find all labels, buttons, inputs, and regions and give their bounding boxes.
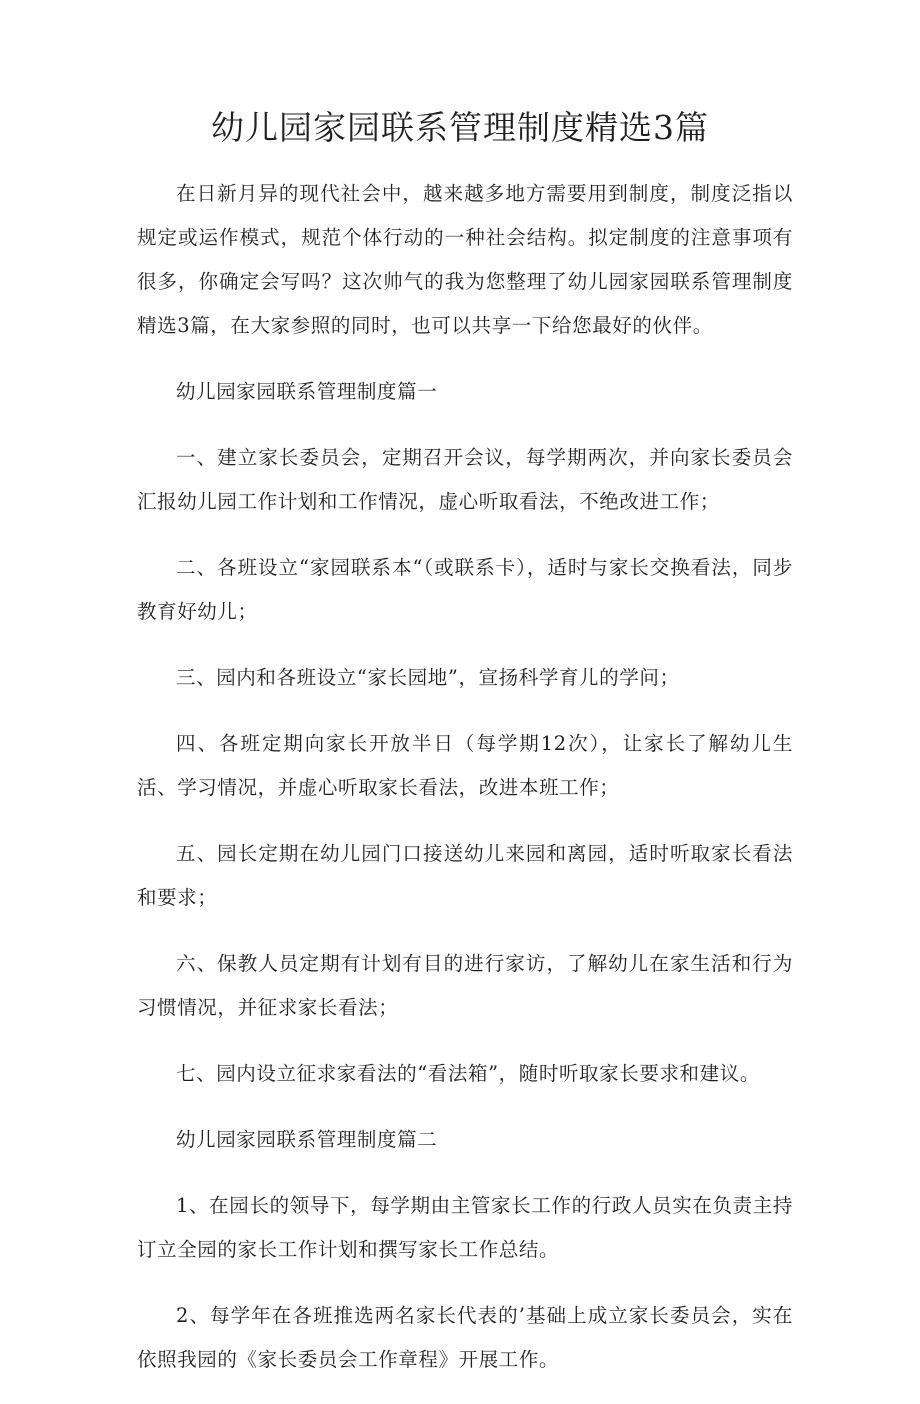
rule-paragraph: 2、每学年在各班推选两名家长代表的’基础上成立家长委员会，实在依照我园的《家长委员会工作章程》开展工作。: [137, 1304, 793, 1371]
rule-paragraph: 五、园长定期在幼儿园门口接送幼儿来园和离园，适时听取家长看法和要求；: [137, 842, 793, 909]
rule-paragraph: 三、园内和各班设立“家长园地”，宣扬科学育儿的学问；: [176, 666, 680, 689]
rule-paragraph: 一、建立家长委员会，定期召开会议，每学期两次，并向家长委员会汇报幼儿园工作计划和工作情况，虚心听取看法，不绝改进工作；: [137, 446, 793, 513]
document-title: 幼儿园家园联系管理制度精选3篇: [211, 108, 709, 147]
rule-paragraph: 七、园内设立征求家看法的“看法箱”，随时听取家长要求和建议。: [176, 1062, 760, 1085]
document-body: [137, 172, 793, 1404]
rule-paragraph: 六、保教人员定期有计划有目的进行家访，了解幼儿在家生活和行为习惯情况，并征求家长看法；: [137, 952, 793, 1019]
section-heading-part-one: 幼儿园家园联系管理制度篇一: [176, 380, 438, 403]
intro-paragraph: 在日新月异的现代社会中，越来越多地方需要用到制度，制度泛指以规定或运作模式，规范个体行动的一种社会结构。拟定制度的注意事项有很多，你确定会写吗？这次帅气的我为您整理了幼儿园家园联系管理制度精选3篇，在大家参照的同时，也可以共享一下给您最好的伙伴。: [137, 182, 793, 337]
rule-paragraph: 1、在园长的领导下，每学期由主管家长工作的行政人员实在负责主持订立全园的家长工作计划和撰写家长工作总结。: [137, 1194, 793, 1261]
rule-paragraph: 二、各班设立“家园联系本“（或联系卡），适时与家长交换看法，同步教育好幼儿；: [137, 556, 793, 623]
rule-paragraph: 四、各班定期向家长开放半日（每学期12次），让家长了解幼儿生活、学习情况，并虚心听取家长看法，改进本班工作；: [137, 732, 793, 799]
section-heading-part-two: 幼儿园家园联系管理制度篇二: [176, 1128, 438, 1151]
